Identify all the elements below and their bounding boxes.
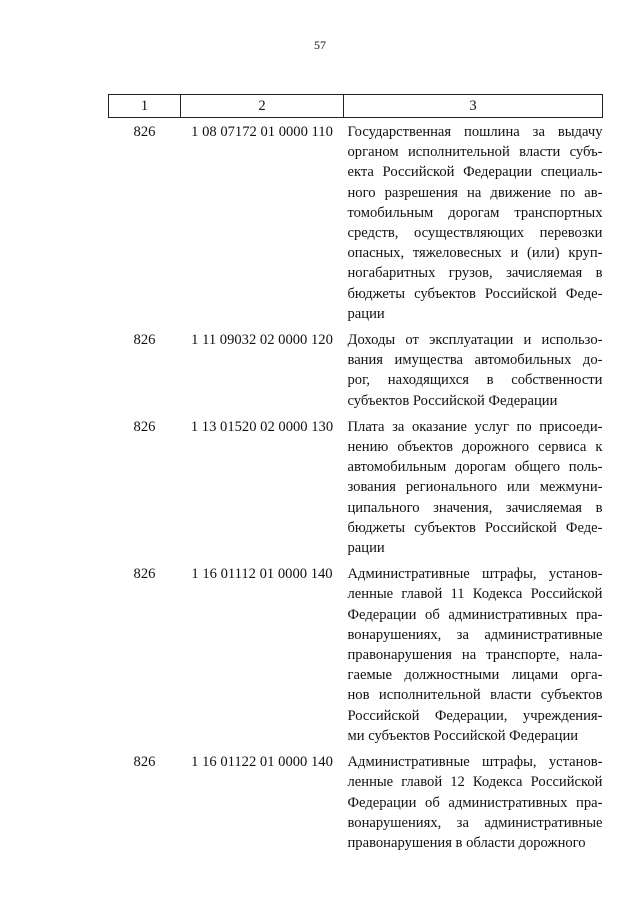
description-line: Доходы от эксплуатации и использо- [347,332,603,349]
description-cell [344,413,603,560]
column-header-2: 2 [181,95,344,118]
description-line: вонарушениях, за административные [347,814,603,831]
description-line: нов исполнительной власти субъектов [347,687,603,704]
description-line: нению объектов дорожного сервиса к [347,439,603,456]
description-line: рации [347,305,385,322]
description-line: органом исполнительной власти субъ- [347,144,603,161]
table-row [109,748,603,855]
description-line: гаемые должностными лицами орга- [347,667,603,684]
page-number: 57 [314,38,326,52]
description-cell [344,748,603,855]
table-header-row [109,95,603,118]
description-line: бюджеты субъектов Российской Феде- [347,285,603,302]
description-line: ципального значения, зачисляемая в [347,499,603,516]
description-line: ленные главой 12 Кодекса Российской [347,774,603,791]
description-cell [344,326,603,413]
admin-code-cell: 826 [133,566,156,583]
revenue-codes-table [108,94,603,855]
budget-classification-code-cell: 1 11 09032 02 0000 120 [191,332,333,349]
column-header-1: 1 [109,95,181,118]
description-line: бюджеты субъектов Российской Феде- [347,519,603,536]
table-row [109,560,603,748]
description-line: Федерации об административных пра- [347,794,603,811]
description-line: томобильным дорогам транспортных [347,204,603,221]
budget-classification-code-cell: 1 16 01112 01 0000 140 [191,566,333,583]
description-line: Государственная пошлина за выдачу [347,124,603,140]
admin-code-cell: 826 [133,332,156,349]
description-line: ленные главой 11 Кодекса Российской [347,586,603,603]
description-line: Российской Федерации, учреждения- [347,707,603,724]
description-line: Плата за оказание услуг по присоеди- [347,418,603,435]
description-line: ного разрешения на движение по ав- [347,184,603,201]
table-body [109,118,603,856]
description-cell [344,560,603,748]
description-line: средств, осуществляющих перевозки [347,225,603,242]
budget-classification-code-cell: 1 13 01520 02 0000 130 [190,418,334,435]
description-line: екта Российской Федерации специаль- [347,164,603,181]
description-line: зования регионального или межмуни- [347,479,603,496]
description-line: рог, находящихся в собственности [347,372,603,389]
table-row [109,118,603,327]
description-line: Административные штрафы, установ- [347,754,603,771]
description-cell [344,118,603,327]
description-line: Административные штрафы, установ- [347,566,603,583]
column-header-3: 3 [344,95,603,118]
description-line: правонарушения на транспорте, нала- [347,647,603,664]
admin-code-cell: 826 [133,754,156,771]
budget-classification-code-cell: 1 16 01122 01 0000 140 [191,754,333,771]
table-row [109,326,603,413]
admin-code-cell: 826 [133,124,156,140]
description-line: вания имущества автомобильных до- [347,352,603,369]
description-line: Федерации об административных пра- [347,606,603,623]
description-line: субъектов Российской Федерации [347,392,558,409]
description-line: ногабаритных грузов, зачисляемая в [347,265,603,282]
admin-code-cell: 826 [133,418,156,435]
description-line: рации [347,540,385,557]
description-line: вонарушениях, за административные [347,626,603,643]
budget-classification-code-cell: 1 08 07172 01 0000 110 [191,124,333,140]
description-line: ми субъектов Российской Федерации [347,727,579,744]
table-row [109,413,603,560]
description-line: автомобильным дорогам общего поль- [347,459,603,476]
description-line: опасных, тяжеловесных и (или) круп- [347,245,603,262]
description-line: правонарушения в области дорожного [347,834,586,851]
